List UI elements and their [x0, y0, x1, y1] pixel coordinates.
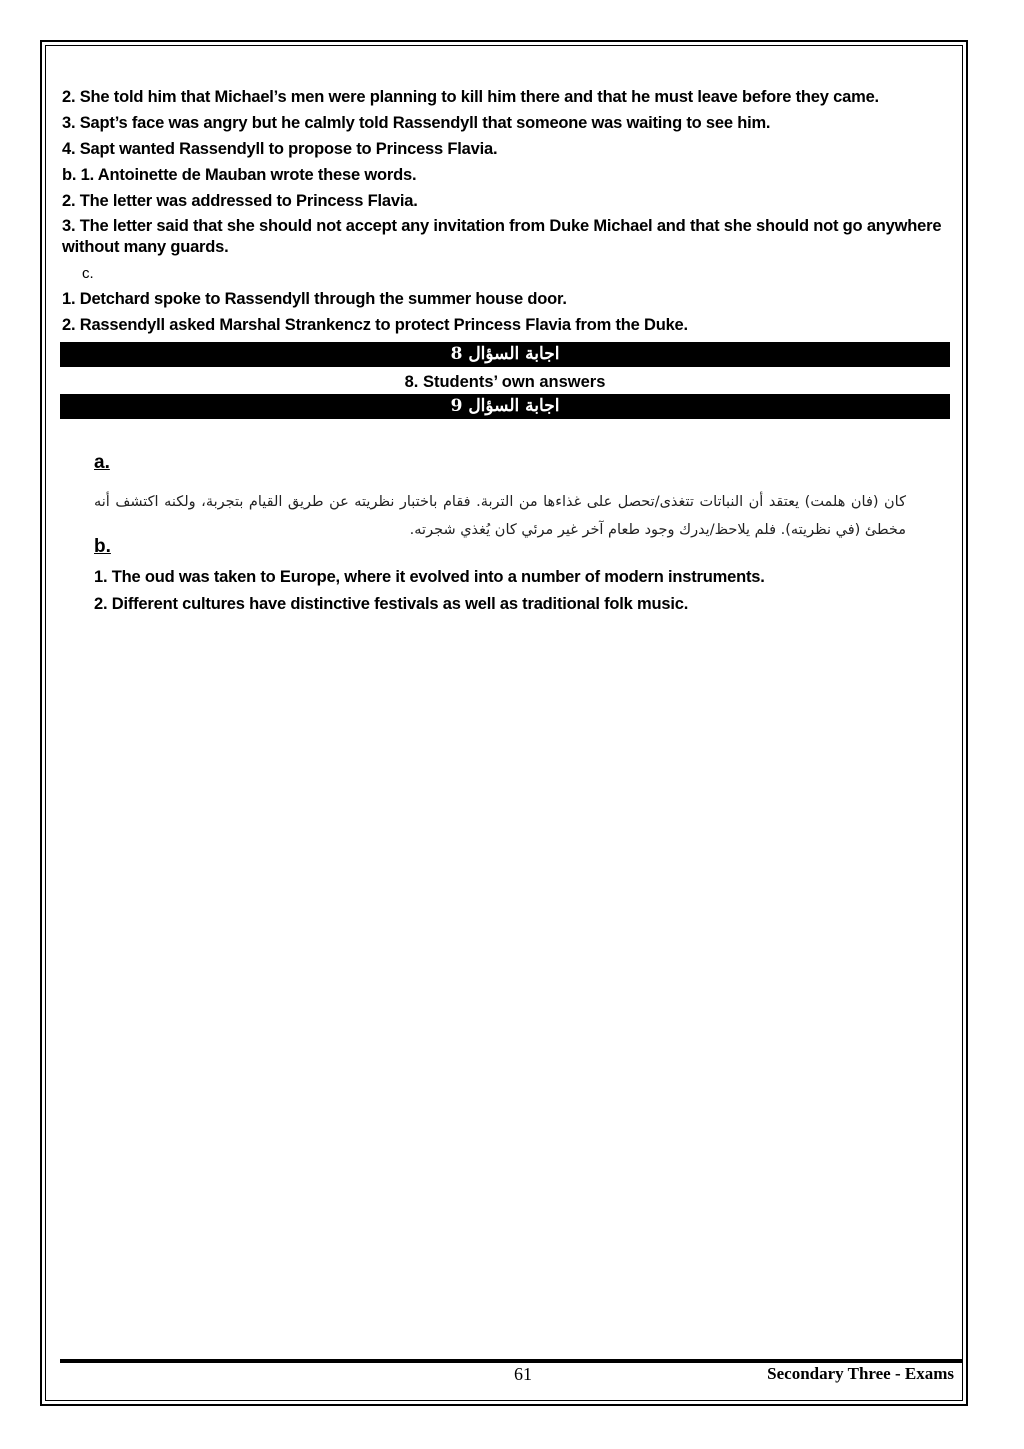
answer-line: 2. She told him that Michael’s men were planning to kill him there and that he must leave before they came. [62, 88, 879, 106]
section-a-label: a. [94, 452, 110, 473]
answer-line: 1. The oud was taken to Europe, where it evolved into a number of modern instruments. [94, 568, 765, 586]
section-b-answers [94, 566, 954, 620]
question-8-answer: 8. Students’ own answers [404, 373, 606, 391]
section-a-arabic-text: كان (فان هلمت) يعتقد أن النباتات تتغذى/تحصل على غذاءها من التربة. فقام باختبار نظريته عن طريق القيام بتجربة، ولكنه اكتشف أنه مخطئ (في نظريته). فلم يلاحظ/يدرك وجود طعام آخر غير مرئي كان يُغذي شجرته. [94, 494, 906, 538]
answers-top-section [62, 86, 962, 340]
answer-line: 2. Different cultures have distinctive festivals as well as traditional folk music. [94, 595, 689, 613]
footer-title: Secondary Three - Exams [767, 1364, 954, 1383]
section-c-label: c. [82, 265, 94, 282]
answer-line: 4. Sapt wanted Rassendyll to propose to Princess Flavia. [62, 140, 498, 158]
question-9-header: اجابة السؤال 9 [60, 394, 950, 419]
answer-line: b. 1. Antoinette de Mauban wrote these words. [62, 166, 417, 184]
footer-divider [60, 1359, 962, 1363]
answer-line: 2. Rassendyll asked Marshal Strankencz to protect Princess Flavia from the Duke. [62, 316, 688, 334]
answer-line: 3. The letter said that she should not accept any invitation from Duke Michael and that she should not go anywhere without many guards. [62, 217, 942, 256]
page-number: 61 [514, 1364, 532, 1384]
answer-line: 1. Detchard spoke to Rassendyll through the summer house door. [62, 290, 567, 308]
question-8-header: اجابة السؤال 8 [60, 342, 950, 367]
section-b-label: b. [94, 536, 111, 557]
answer-line: 3. Sapt’s face was angry but he calmly told Rassendyll that someone was waiting to see him. [62, 114, 771, 132]
answer-line: 2. The letter was addressed to Princess Flavia. [62, 192, 418, 210]
